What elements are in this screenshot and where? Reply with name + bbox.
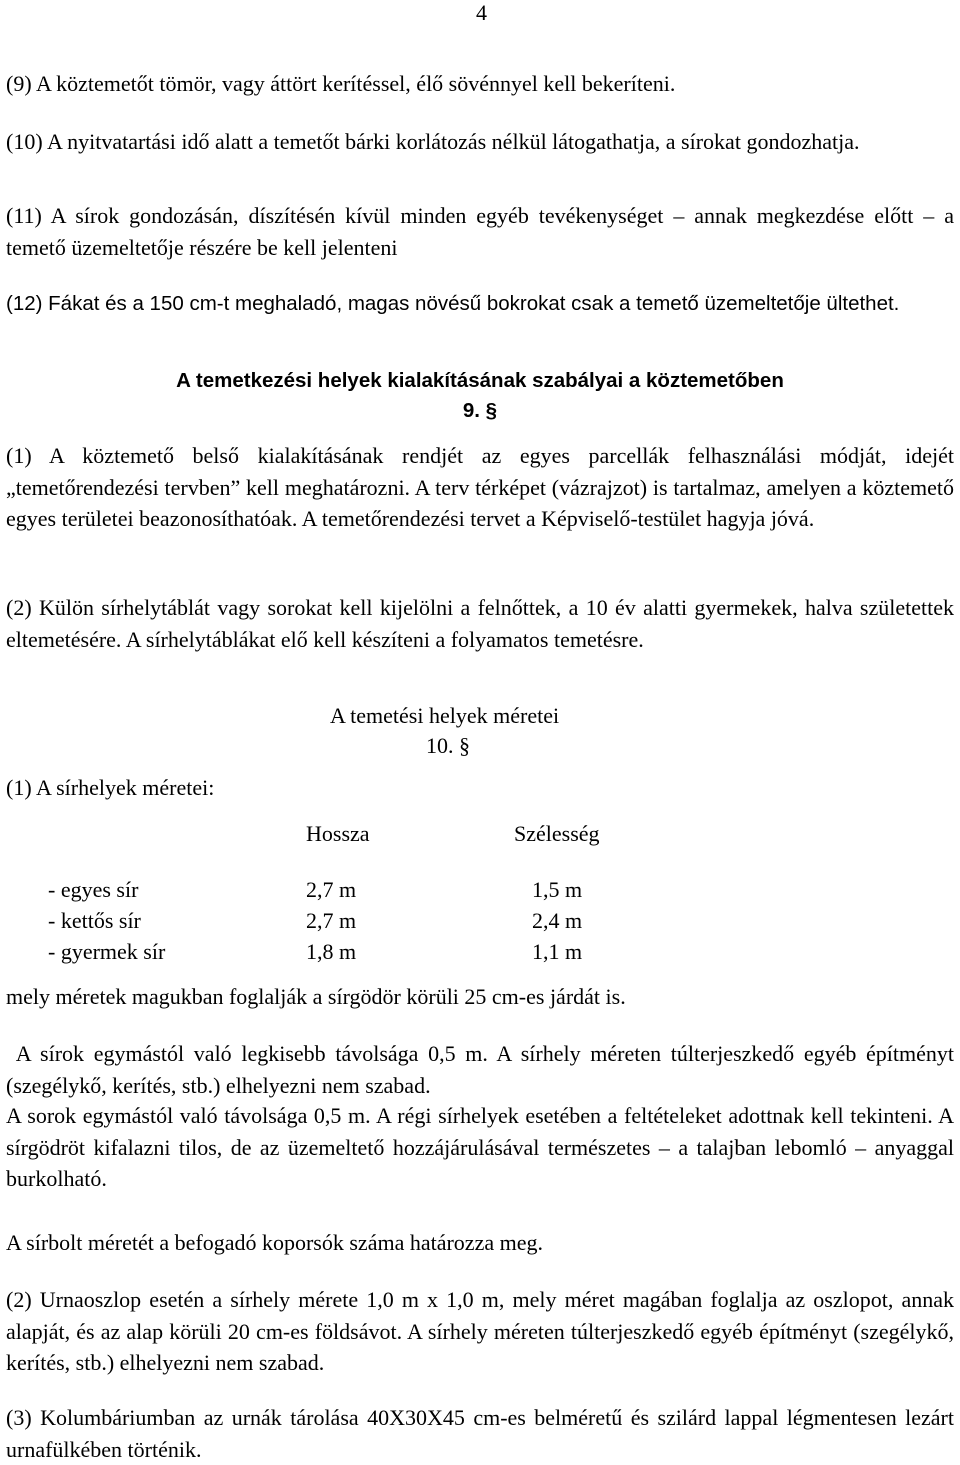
paragraph-11: (11) A sírok gondozásán, díszítésén kívül minden egyéb tevékenységet – annak megkezdése előtt – a temető üzemeltetője részére be kell jelenteni bbox=[6, 203, 954, 260]
grave-type: - kettős sír bbox=[48, 908, 141, 933]
after-table-note: mely méretek magukban foglalják a sírgödör körüli 25 cm-es járdát is. bbox=[6, 984, 626, 1009]
page-number: 4 bbox=[476, 0, 487, 25]
grave-length: 2,7 m bbox=[306, 908, 357, 933]
column-header-length: Hossza bbox=[306, 821, 370, 846]
distance-paragraph-1: A sírok egymástól való legkisebb távolsága 0,5 m. A sírhely méreten túlterjeszkedő egyéb építményt (szegélykő, kerítés, stb.) elhelyezni nem szabad. bbox=[6, 1041, 960, 1098]
grave-type: - egyes sír bbox=[48, 877, 139, 902]
distance-paragraph-2: A sorok egymástól való távolsága 0,5 m. A régi sírhelyek esetében a feltételeket adottnak kell tekinteni. A sírgödröt kifalazni tilos, de az üzemeltető hozzájárulásával természetes – a talajban lebomló – anyaggal burkolható. bbox=[6, 1103, 954, 1191]
column-header-width: Szélesség bbox=[514, 821, 600, 846]
grave-length: 1,8 m bbox=[306, 939, 357, 964]
paragraph-9: (9) A köztemetőt tömör, vagy áttört kerítéssel, élő sövénnyel kell bekeríteni. bbox=[6, 71, 676, 96]
sirbolt-paragraph: A sírbolt méretét a befogadó koporsók száma határozza meg. bbox=[6, 1230, 543, 1255]
section-10-paragraph-3: (3) Kolumbáriumban az urnák tárolása 40X30X45 cm-es belméretű és szilárd lappal légmentesen lezárt urnafülkében történik. bbox=[6, 1405, 954, 1462]
section-9-number: 9. § bbox=[462, 399, 498, 422]
grave-width: 2,4 m bbox=[532, 908, 583, 933]
section-10-paragraph-2: (2) Urnaoszlop esetén a sírhely mérete 1,0 m x 1,0 m, mely méret magában foglalja az oszlopot, annak alapját, és az alap körüli 20 cm-es földsávot. A sírhely méreten túlterjeszkedő egyéb építményt (szegélykő, kerítés, stb.) elhelyezni nem szabad. bbox=[6, 1287, 954, 1375]
section-9-paragraph-2: (2) Külön sírhelytáblát vagy sorokat kell kijelölni a felnőttek, a 10 év alatti gyermekek, halva születettek eltemetésére. A sírhelytáblákat elő kell készíteni a folyamatos temetésre. bbox=[6, 595, 954, 652]
section-9-paragraph-1: (1) A köztemető belső kialakításának rendjét az egyes parcellák felhasználási módját, idejét „temetőrendezési tervben” kell meghatározni. A terv térképet (vázrajzot) is tartalmaz, amelyen a köztemető egyes területei beazonosíthatóak. A temetőrendezési tervet a Képviselő-testület hagyja jóvá. bbox=[6, 443, 954, 531]
grave-type: - gyermek sír bbox=[48, 939, 166, 964]
section-9-title: A temetkezési helyek kialakításának szabályai a köztemetőben bbox=[176, 369, 784, 392]
grave-width: 1,5 m bbox=[532, 877, 583, 902]
section-10-title: A temetési helyek méretei bbox=[330, 703, 560, 728]
section-10-number: 10. § bbox=[426, 733, 470, 758]
section-10-intro: (1) A sírhelyek méretei: bbox=[6, 775, 215, 800]
grave-length: 2,7 m bbox=[306, 877, 357, 902]
grave-width: 1,1 m bbox=[532, 939, 583, 964]
paragraph-12: (12) Fákat és a 150 cm-t meghaladó, magas növésű bokrokat csak a temető üzemeltetője ültethet. bbox=[6, 292, 900, 315]
paragraph-10: (10) A nyitvatartási idő alatt a temetőt bárki korlátozás nélkül látogathatja, a sírokat gondozhatja. bbox=[6, 129, 860, 154]
